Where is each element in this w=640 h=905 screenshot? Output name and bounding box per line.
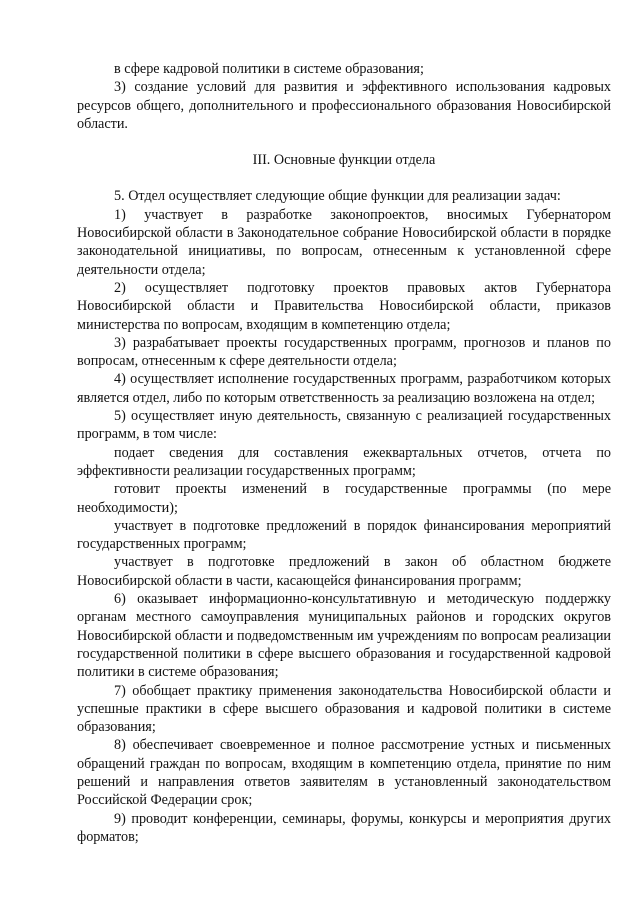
paragraph-subitem: подает сведения для составления ежеквартальных отчетов, отчета по эффективности реализации государственных программ; <box>77 444 611 479</box>
section-heading: III. Основные функции отдела <box>252 152 436 169</box>
paragraph-function-9: 9) проводит конференции, семинары, форумы, конкурсы и мероприятия других форматов; <box>77 810 611 845</box>
paragraph-subitem: участвует в подготовке предложений в закон об областном бюджете Новосибирской области в части, касающейся финансирования программ; <box>77 554 611 589</box>
paragraph-intro: 5. Отдел осуществляет следующие общие функции для реализации задач: <box>114 188 561 205</box>
paragraph-item-3: 3) создание условий для развития и эффективного использования кадровых ресурсов общего, дополнительного и профессионального образования Новосибирской области. <box>77 79 611 132</box>
paragraph-function-3: 3) разрабатывает проекты государственных программ, прогнозов и планов по вопросам, отнесенным к сфере деятельности отдела; <box>77 334 611 370</box>
paragraph-function-6: 6) оказывает информационно-консультативную и методическую поддержку органам местного самоуправления муниципальных районов и городских округов Новосибирской области и подведомственным им учреждениям по вопросам реализации государственной политики в сфере высшего образования и государственной кадровой политики в системе образования; <box>77 591 611 681</box>
paragraph-function-4: 4) осуществляет исполнение государственных программ, разработчиком которых является отдел, либо по которым ответственность за реализацию возложена на отдел; <box>77 371 611 406</box>
paragraph-function-2: 2) осуществляет подготовку проектов правовых актов Губернатора Новосибирской области и Правительства Новосибирской области, приказов министерства по вопросам, входящим в компетенцию отдела; <box>77 279 611 333</box>
paragraph-function-1: 1) участвует в разработке законопроектов, вносимых Губернатором Новосибирской области в Законодательное собрание Новосибирской области в порядке законодательной инициативы, по вопросам, отнесенным к установленной сфере деятельности отдела; <box>77 206 611 278</box>
paragraph-function-8: 8) обеспечивает своевременное и полное рассмотрение устных и письменных обращений граждан по вопросам, входящим в компетенцию отдела, принятие по ним решений и направления ответов заявителям в установленный законодательством Российской Федерации срок; <box>77 737 611 809</box>
paragraph-subitem: участвует в подготовке предложений в порядок финансирования мероприятий государственных программ; <box>77 517 611 553</box>
paragraph-function-7: 7) обобщает практику применения законодательства Новосибирской области и успешные практики в сфере высшего образования и кадровой политики в системе образования; <box>77 682 611 736</box>
paragraph-continuation: в сфере кадровой политики в системе образования; <box>114 61 424 77</box>
paragraph-subitem: готовит проекты изменений в государственные программы (по мере необходимости); <box>77 481 611 516</box>
document-page <box>77 60 611 846</box>
paragraph-function-5: 5) осуществляет иную деятельность, связанную с реализацией государственных программ, в том числе: <box>77 408 611 443</box>
